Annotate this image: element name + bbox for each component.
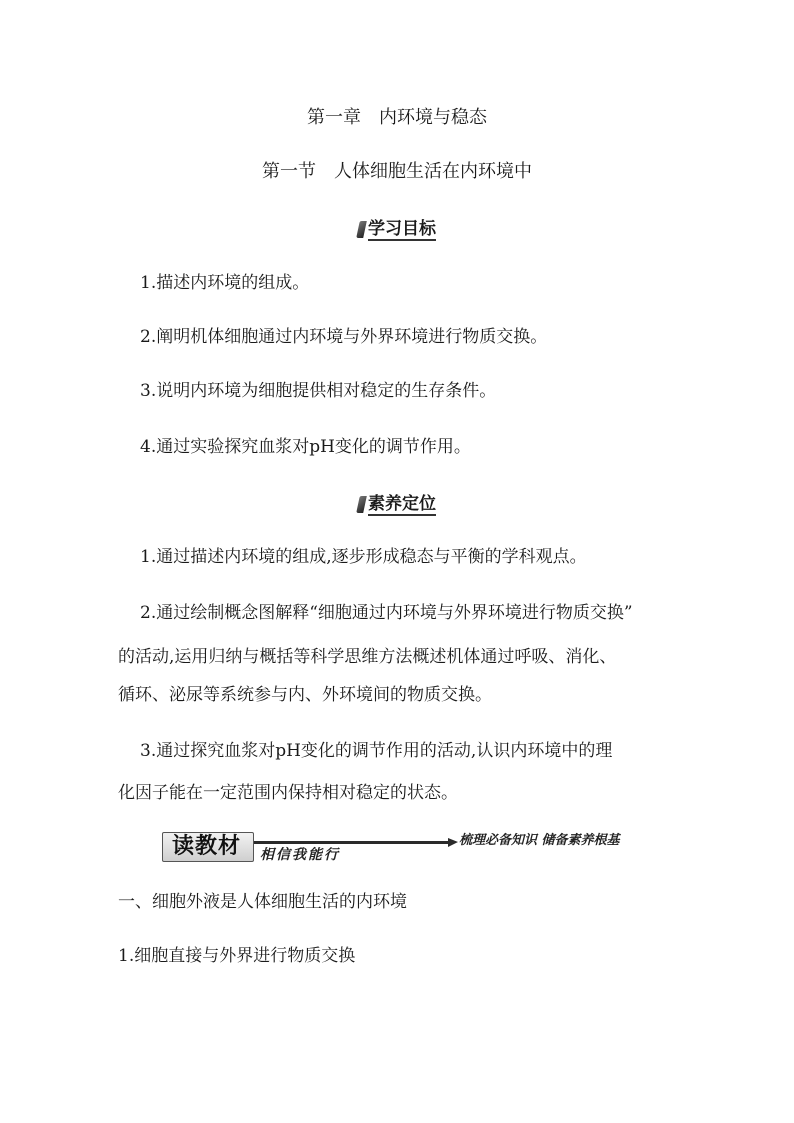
content-sub-heading: 1.细胞直接与外界进行物质交换 [118,946,356,966]
literacy-line-2: 2.通过绘制概念图解释“细胞通过内环境与外界环境进行物质交换” [140,603,633,623]
banner-arrow-icon [448,838,458,847]
banner-subtitle: 相信我能行 [260,847,340,863]
learning-goal-2: 2.阐明机体细胞通过内环境与外界环境进行物质交换。 [140,327,548,347]
read-textbook-banner [162,832,632,866]
section-title: 第一节 人体细胞生活在内环境中 [262,161,532,182]
literacy-line-1: 1.通过描述内环境的组成,逐步形成稳态与平衡的学科观点。 [140,547,587,567]
literacy-line-3: 的活动,运用归纳与概括等科学思维方法概述机体通过呼吸、消化、 [118,647,617,667]
heading-marker-icon [356,221,367,238]
banner-right-text: 梳理必备知识 储备素养根基 [459,833,620,848]
content-section-heading: 一、细胞外液是人体细胞生活的内环境 [118,892,407,912]
learning-goal-4: 4.通过实验探究血浆对pH变化的调节作用。 [140,437,471,457]
literacy-line-4: 循环、泌尿等系统参与内、外环境间的物质交换。 [118,685,492,705]
literacy-heading-text: 素养定位 [368,494,436,514]
heading-marker-icon [356,496,367,513]
banner-title: 读教材 [172,834,242,859]
learning-goal-3: 3.说明内环境为细胞提供相对稳定的生存条件。 [140,381,497,401]
literacy-line-5: 3.通过探究血浆对pH变化的调节作用的活动,认识内环境中的理 [140,741,613,761]
literacy-heading [0,493,794,515]
learning-goals-heading-text: 学习目标 [368,219,436,239]
learning-goals-heading [0,218,794,240]
chapter-title: 第一章 内环境与稳态 [307,107,487,128]
literacy-line-6: 化因子能在一定范围内保持相对稳定的状态。 [118,783,458,803]
learning-goal-1: 1.描述内环境的组成。 [140,273,310,293]
banner-divider [254,841,450,844]
